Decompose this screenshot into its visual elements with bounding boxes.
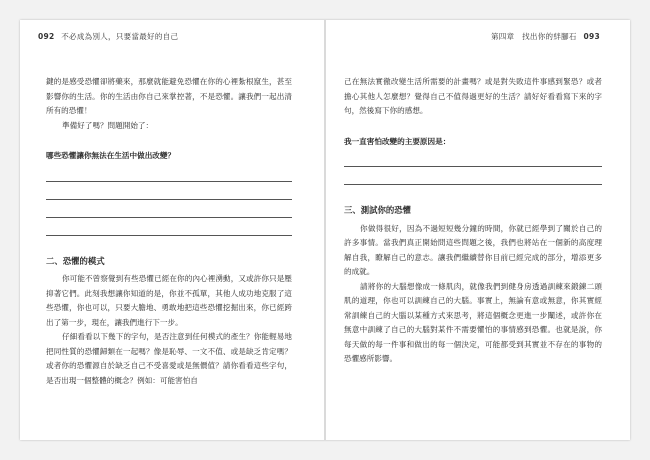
paragraph: 準備好了嗎？問題開始了： (62, 120, 154, 130)
right-running-title: 第四章 找出你的絆腳石 (490, 32, 577, 41)
paragraph: 你做得很好，因為不過短短幾分鐘的時間，你就已經學到了關於自己的許多事情。當我們真正開始問這些問題之後，我們也將站在一個新的高度理解自我，瞭解自己的意志。讓我們繼續替你目前已經完成的部分，增添更多的成就。 (344, 223, 602, 276)
right-page-body (344, 75, 602, 367)
paragraph: 己在無法實徹改變生活所需要的計畫嗎？或是對失敗這件事感到緊恐？或者擔心其他人怎麼想？覺得自己不值得過更好的生活？請好好看看寫下來的字句，然後寫下你的感想。 (344, 77, 602, 115)
left-running-header (34, 31, 178, 42)
paragraph: 仔細看看以下幾下的字句，是否注意到任何模式的產生？你能輕易地把同性質的恐懼歸類在一起嗎？像是恥辱、一文不值、或是缺乏肯定嗎？或者你的恐懼源自於缺乏自己不受喜愛或是無價值？請你看看這些字句，是否出現一個整體的概念？例如：可能害怕自 (46, 332, 292, 385)
writing-lines (344, 149, 602, 185)
exercise-prompt: 我一直害怕改變的主要原因是： (344, 136, 451, 146)
writing-lines (46, 164, 292, 236)
writing-line[interactable] (46, 182, 292, 200)
section-heading: 二、恐懼的模式 (46, 255, 105, 266)
writing-line[interactable] (46, 200, 292, 218)
paragraph: 請將你的大腦想像成一條肌肉，就像我們到健身房透過訓練來鍛鍊二頭肌的道理，你也可以訓練自己的大腦。事實上，無論有意或無意，你其實經常訓練自己的大腦以某種方式來思考，將這個概念更進一步闡述，或許你在無意中訓練了自己的大腦對某件不需要懼怕的事情感到恐懼。也就是說，你每天做的每一件事和做出的每一個決定，可能都受到其實並不存在的事物的恐懼感所影響。 (344, 281, 602, 363)
right-page (330, 20, 620, 440)
exercise-prompt: 哪些恐懼讓你無法在生活中做出改變？ (46, 151, 176, 160)
paragraph: 你可能不曾察覺到有些恐懼已經在你的內心裡湧動，又或許你只是壓抑著它們。此刻我想讓你知道的是，你並不孤單，其他人成功地克服了這些恐懼，你也可以，只要大膽地、勇敢地把這些恐懼挖掘出來，你已經跨出了第一步，現在，讓我們進行下一步。 (46, 274, 292, 327)
right-page-number: 093 (583, 32, 600, 41)
writing-line[interactable] (344, 149, 602, 167)
paragraph: 鍵的是感受恐懼卻將藥來，那麼就能避免恐懼在你的心裡紮根竄生，甚至影響你的生活。你的生活由你自己來掌控著，不是恐懼。讓我們一起出清所有的恐懼！ (46, 77, 292, 115)
left-page-number: 092 (38, 32, 55, 41)
writing-line[interactable] (344, 167, 602, 185)
section-heading: 三、測試你的恐懼 (344, 205, 411, 215)
left-page-body (46, 75, 292, 388)
left-page (20, 20, 310, 440)
book-spread (20, 20, 630, 440)
writing-line[interactable] (46, 218, 292, 236)
left-running-title: 不必成為別人，只要當最好的自己 (61, 32, 179, 41)
book-gutter (324, 20, 326, 440)
writing-line[interactable] (46, 164, 292, 182)
right-running-header (491, 31, 604, 42)
